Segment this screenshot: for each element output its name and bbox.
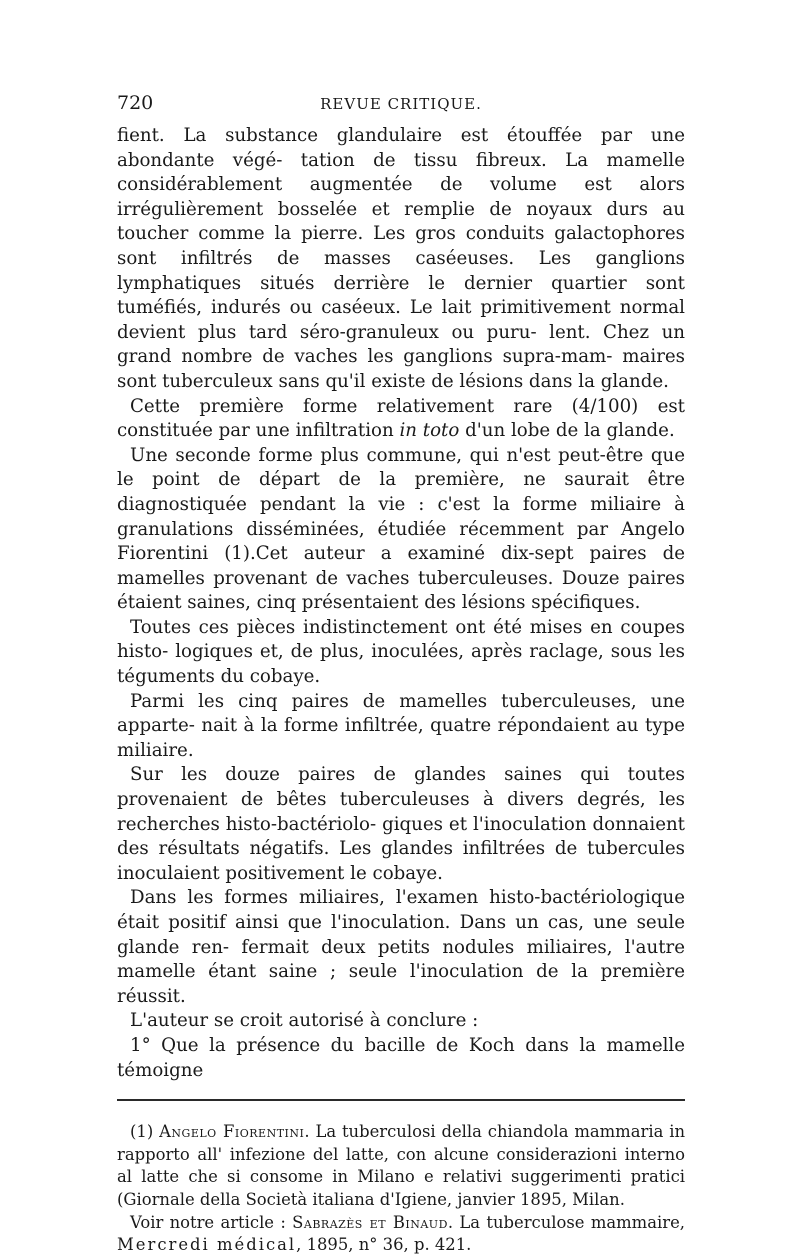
body-paragraph: Toutes ces pièces indistinctement ont été mises en coupes histo- logiques et, de plus, inoculées, après raclage, sous les téguments du cobaye. <box>117 616 685 688</box>
page <box>117 92 685 1257</box>
body-paragraph: Dans les formes miliaires, l'examen histo-bactériologique était positif ainsi que l'inoculation. Dans un cas, une seule glande ren- fermait deux petits nodules miliaires, l'autre mamelle étant saine ; seule l'inoculation de la première réussit. <box>117 887 685 1007</box>
body-text <box>117 124 685 1083</box>
page-number: 720 <box>117 92 154 114</box>
footnote-rule <box>117 1099 685 1101</box>
footnote: (1) Angelo Fiorentini. La tuberculosi della chiandola mammaria in rapporto all' infezione del latte, con alcune considerazioni interno al latte che si consome in Milano e relativi suggerimenti pratici (Giornale della Società italiana d'Igiene, janvier 1895, Milan. <box>117 1122 685 1209</box>
body-paragraph: Cette première forme relativement rare (4/100) est constituée par une infiltration in toto d'un lobe de la glande. <box>117 395 685 442</box>
body-paragraph: 1° Que la présence du bacille de Koch dans la mamelle témoigne <box>117 1034 685 1081</box>
body-paragraph: Parmi les cinq paires de mamelles tuberculeuses, une apparte- nait à la forme infiltrée, quatre répondaient au type miliaire. <box>117 690 685 761</box>
body-paragraph: Une seconde forme plus commune, qui n'est peut-être que le point de départ de la première, ne saurait être diagnostiquée pendant la vie : c'est la forme miliaire à granulations disséminées, étudiée récemment par Angelo Fiorentini (1).Cet auteur a examiné dix-sept paires de mamelles provenant de vaches tuberculeuses. Douze paires étaient saines, cinq présentaient des lésions spécifiques. <box>117 444 685 614</box>
running-head <box>117 92 685 120</box>
body-paragraph: fient. La substance glandulaire est étouffée par une abondante végé- tation de tissu fibreux. La mamelle considérablement augmentée de volume est alors irrégulièrement bosselée et remplie de noyaux durs au toucher comme la pierre. Les gros conduits galactophores sont infiltrés de masses caséeuses. Les ganglions lymphatiques situés derrière le dernier quartier sont tuméfiés, indurés ou caséeux. Le lait primitivement normal devient plus tard séro-granuleux ou puru- lent. Chez un grand nombre de vaches les ganglions supra-mam- maires sont tuberculeux sans qu'il existe de lésions dans la glande. <box>117 125 685 392</box>
body-paragraph: L'auteur se croit autorisé à conclure : <box>130 1010 479 1032</box>
footnotes <box>117 1121 685 1257</box>
body-paragraph: Sur les douze paires de glandes saines qui toutes provenaient de bêtes tuberculeuses à divers degrés, les recherches histo-bactériolo- giques et l'inoculation donnaient des résultats négatifs. Les glandes infiltrées de tubercules inoculaient positivement le cobaye. <box>117 764 685 884</box>
running-title: REVUE CRITIQUE. <box>320 95 482 113</box>
footnote: Voir notre article : Sabrazès et Binaud. La tuberculose mammaire, Mercredi médical, 1895, n° 36, p. 421. <box>117 1212 685 1255</box>
